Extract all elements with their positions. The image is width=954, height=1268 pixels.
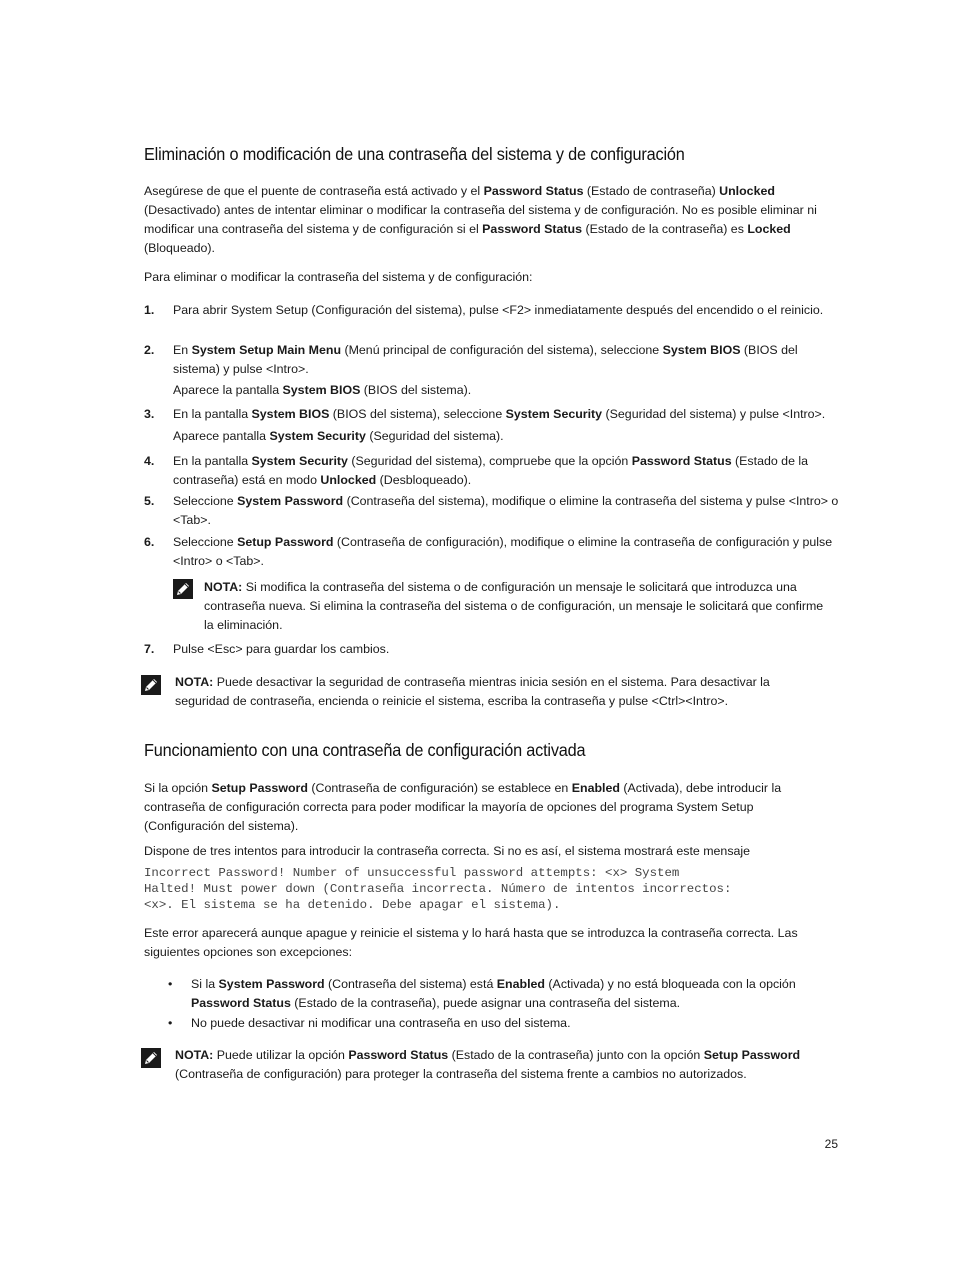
text-run: (Estado de la contraseña) es	[582, 222, 748, 236]
text-run: (Activada) y no está bloqueada con la opción	[544, 977, 796, 991]
text-run: Asegúrese de que el puente de contraseña está activado y el	[144, 184, 484, 198]
bold-term: Enabled	[496, 977, 545, 991]
step-text	[173, 533, 841, 571]
text-run: (Desbloqueado).	[376, 473, 472, 487]
text-run: Pulse <Esc> para guardar los cambios.	[173, 642, 390, 656]
step-number: 6.	[144, 535, 155, 549]
text-run: Si la	[191, 977, 219, 991]
step-number: 3.	[144, 407, 155, 421]
section1-intro	[144, 182, 839, 258]
text-run: (Estado de la contraseña) junto con la opción	[448, 1048, 704, 1062]
text-run: (BIOS del sistema), seleccione	[329, 407, 506, 421]
section2-after-code: Este error aparecerá aunque apague y reinicie el sistema y lo hará hasta que se introduzca la contraseña correcta. Las siguientes opciones son excepciones:	[144, 926, 798, 959]
bold-term: System BIOS	[251, 407, 330, 421]
bold-term: NOTA:	[175, 675, 214, 689]
bullet-marker: •	[168, 1016, 173, 1030]
bold-term: System BIOS	[662, 343, 741, 357]
list-item	[191, 975, 831, 1013]
step-number: 2.	[144, 343, 155, 357]
bold-term: Password Status	[631, 454, 732, 468]
text-run: (Contraseña de configuración) para proteger la contraseña del sistema frente a cambios no autorizados.	[175, 1067, 747, 1081]
note-section-1	[175, 673, 825, 711]
text-run: En la pantalla	[173, 407, 252, 421]
text-run: (Contraseña de configuración) se establece en	[307, 781, 572, 795]
bold-term: System Security	[269, 429, 366, 443]
bold-term: Password Status	[191, 996, 291, 1010]
bold-term: Password Status	[482, 222, 583, 236]
text-run: Puede desactivar la seguridad de contraseña mientras inicia sesión en el sistema. Para desactivar la seguridad de contraseña, encienda o reinicie el sistema, escriba la contraseña y pulse <Ctrl><Intro>.	[175, 675, 770, 708]
text-run: En la pantalla	[173, 454, 252, 468]
step-number: 1.	[144, 303, 155, 317]
text-run: (Estado de la contraseña), puede asignar una contraseña del sistema.	[290, 996, 681, 1010]
bold-term: Setup Password	[211, 781, 308, 795]
bold-term: System Setup Main Menu	[191, 343, 342, 357]
text-run: (Activada), debe introducir la contraseña de configuración correcta para poder modificar la mayoría de opciones del programa System Setup (Configuración del sistema).	[144, 781, 782, 833]
step-text	[173, 341, 841, 379]
step-text	[173, 492, 841, 530]
step-text	[173, 452, 841, 490]
text-run: (Contraseña del sistema) está	[324, 977, 497, 991]
bold-term: System Password	[218, 977, 325, 991]
pencil-note-icon	[173, 579, 193, 599]
bold-term: System Security	[251, 454, 348, 468]
section2-lead: Dispone de tres intentos para introducir la contraseña correcta. Si no es así, el sistema mostrará este mensaje	[144, 844, 751, 858]
text-run: Aparece la pantalla	[173, 383, 283, 397]
note-step-6	[204, 578, 836, 635]
error-message-code: Incorrect Password! Number of unsuccessful password attempts: <x> System Halted! Must power down (Contraseña incorrecta. Número de intentos incorrectos: <x>. El sistema se ha detenido. Debe apagar el sistema).	[144, 866, 732, 912]
text-run: (Contraseña del sistema), modifique o elimine la contraseña del sistema y pulse <Intro> o <Tab>.	[173, 494, 839, 527]
bold-term: Unlocked	[719, 184, 775, 198]
pencil-note-icon	[141, 1048, 161, 1068]
list-item	[191, 1014, 831, 1033]
bold-term: Unlocked	[320, 473, 377, 487]
text-run: Si modifica la contraseña del sistema o de configuración un mensaje le solicitará que introduzca una contraseña nueva. Si elimina la contraseña del sistema o de configuración, un mensaje le solicitará que confirme la eliminación.	[204, 580, 824, 632]
bullet-marker: •	[168, 977, 173, 991]
section-heading-1: Eliminación o modificación de una contraseña del sistema y de configuración	[144, 144, 685, 164]
bold-term: System Security	[505, 407, 603, 421]
bold-term: System BIOS	[282, 383, 361, 397]
text-run: Seleccione	[173, 494, 238, 508]
text-run: (Estado de la contraseña) está en modo	[173, 454, 809, 487]
section-heading-2: Funcionamiento con una contraseña de configuración activada	[144, 740, 586, 760]
text-run: (BIOS del sistema).	[360, 383, 472, 397]
bold-term: NOTA:	[204, 580, 243, 594]
text-run: (Estado de contraseña)	[583, 184, 720, 198]
bold-term: Setup Password	[703, 1048, 801, 1062]
step-subtext	[173, 381, 841, 400]
step-number: 7.	[144, 642, 155, 656]
bold-term: Password Status	[348, 1048, 449, 1062]
text-run: Puede utilizar la opción	[213, 1048, 349, 1062]
step-number: 5.	[144, 494, 155, 508]
section1-lead: Para eliminar o modificar la contraseña del sistema y de configuración:	[144, 270, 533, 284]
step-text	[173, 301, 841, 320]
note-section-2	[175, 1046, 825, 1084]
text-run: En	[173, 343, 192, 357]
text-run: (Menú principal de configuración del sistema), seleccione	[341, 343, 663, 357]
text-run: Si la opción	[144, 781, 212, 795]
page-number: 25	[824, 1137, 838, 1151]
bold-term: System Password	[237, 494, 344, 508]
text-run: (BIOS del sistema) y pulse <Intro>.	[173, 343, 798, 376]
section2-intro	[144, 779, 814, 836]
bold-term: Enabled	[571, 781, 620, 795]
text-run: (Seguridad del sistema), compruebe que la opción	[347, 454, 632, 468]
text-run: (Seguridad del sistema) y pulse <Intro>.	[602, 407, 826, 421]
text-run: Para abrir System Setup (Configuración del sistema), pulse <F2> inmediatamente después del encendido o el reinicio.	[173, 303, 824, 317]
text-run: Seleccione	[173, 535, 238, 549]
text-run: (Seguridad del sistema).	[365, 429, 504, 443]
step-text	[173, 640, 841, 659]
step-number: 4.	[144, 454, 155, 468]
text-run: (Desactivado) antes de intentar eliminar o modificar la contraseña del sistema y de configuración. No es posible eliminar ni modificar una contraseña del sistema y de configuración si el	[144, 203, 817, 236]
bold-term: Password Status	[483, 184, 584, 198]
text-run: No puede desactivar ni modificar una contraseña en uso del sistema.	[191, 1016, 571, 1030]
bold-term: NOTA:	[175, 1048, 214, 1062]
step-subtext	[173, 427, 841, 446]
bold-term: Locked	[747, 222, 791, 236]
bold-term: Setup Password	[237, 535, 334, 549]
step-text	[173, 405, 841, 424]
text-run: Aparece pantalla	[173, 429, 270, 443]
text-run: (Bloqueado).	[144, 241, 215, 255]
pencil-note-icon	[141, 675, 161, 695]
text-run: (Contraseña de configuración), modifique o elimine la contraseña de configuración y pulse <Intro> o <Tab>.	[173, 535, 833, 568]
